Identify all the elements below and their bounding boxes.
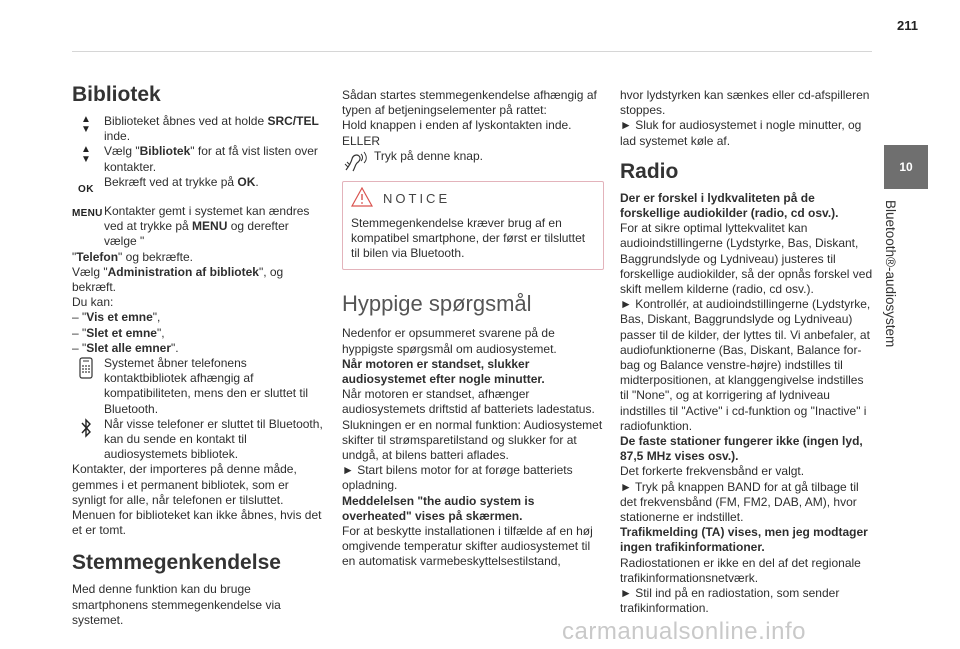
bibliotek-step-2: ▲ ▼ Vælg "Bibliotek" for at få vist listen over kontakter. xyxy=(72,144,324,174)
stemme-p4: ELLER xyxy=(342,133,381,148)
voice-command-icon xyxy=(342,150,370,177)
heading-stemmegenkendelse: Stemmegenkendelse xyxy=(72,551,281,575)
radio-answer: Det forkerte frekvensbånd er valgt. xyxy=(620,464,805,479)
stemme-p3: Hold knappen i enden af lyskontakten inde. xyxy=(342,118,572,133)
notice-box xyxy=(342,181,604,271)
radio-answer: Radiostationen er ikke en del af det regionale trafikinformationsnetværk. xyxy=(620,555,861,585)
faq-answer: Når motoren er standset, afhænger audiosystemets driftstid af batteriets ladestatus. Slukningen er en normal funktion: Audiosystemet skifter til strømsparetilstand og slukker for at undgå, at bilens batteri aflades. xyxy=(342,387,603,463)
radio-question: Trafikmelding (TA) vises, men jeg modtager ingen trafikinformationer. xyxy=(620,525,868,555)
bibliotek-p7: Systemet åbner telefonens kontaktbibliotek afhængig af kompatibiliteten, mens den er sluttet til Bluetooth. xyxy=(72,356,324,417)
ok-button-icon: OK xyxy=(78,183,94,195)
bibliotek-step-1: ▲ ▼ Biblioteket åbnes ved at holde SRC/TEL inde. xyxy=(72,114,324,144)
page-number: 211 xyxy=(897,18,918,33)
up-down-arrow-icon: ▲ ▼ xyxy=(81,114,91,135)
chapter-tab: 10 xyxy=(884,145,928,189)
radio-question: Der er forskel i lydkvaliteten på de forskellige audiokilder (radio, cd osv.). xyxy=(620,190,839,221)
menu-button-icon: MENU xyxy=(72,208,103,220)
up-down-arrow-icon: ▲ ▼ xyxy=(81,144,91,166)
radio-answer: For at sikre optimal lyttekvalitet kan audioindstillingerne (Lydstyrke, Bas, Diskant, Baggrundslyde og Lydniveau) justeres til forskellige audiokilder, så der opnås forskel ved skift mellem kilderne (radio, cd osv.). xyxy=(620,221,873,297)
faq-answer-cont: hvor lydstyrken kan sænkes eller cd-afspilleren stoppes. xyxy=(620,88,870,118)
column-3 xyxy=(620,88,875,617)
radio-action: ► Kontrollér, at audioindstillingerne (Lydstyrke, Bas, Diskant, Baggrundslyde og Lydniveau) passer til de kilder, der lyttes til. Vi anbefaler, at audiofunktionerne (Bas, Diskant, Balance for-bag og Balance venstre-højre) indstilles til midterpositionen, at klanggengivelse indstilles til "None", og at korrigering af lydniveau indstilles til "Active" i cd-funktion og "Inactive" i radiofunktion. xyxy=(620,297,871,433)
phone-icon xyxy=(72,357,100,382)
list-item: – "Slet et emne", xyxy=(72,325,165,340)
bibliotek-step-3: OK Bekræft ved at trykke på OK. xyxy=(72,175,324,190)
stemme-p5: Tryk på denne knap. xyxy=(342,149,604,175)
faq-action: ► Sluk for audiosystemet i nogle minutter, og lad systemet køle af. xyxy=(620,118,862,148)
faq-action: ► Start bilens motor for at forøge batteriets opladning. xyxy=(342,463,573,493)
watermark: carmanualsonline.info xyxy=(562,618,806,645)
faq-answer: For at beskytte installationen i tilfælde af en høj omgivende temperatur skifter audiosystemet til en automatisk varmebeskyttelsestilstand, xyxy=(342,524,593,569)
chapter-title: Bluetooth®-audiosystem xyxy=(883,200,898,348)
bibliotek-p5: Vælg "Administration af bibliotek", og bekræft. xyxy=(72,264,284,295)
bibliotek-p4-end: "Telefon" og bekræfte. xyxy=(72,249,194,264)
bibliotek-p10: Menuen for biblioteket kan ikke åbnes, hvis det et er tomt. xyxy=(72,508,322,538)
column-2 xyxy=(342,88,604,570)
faq-question: Meddelelsen "the audio system is overheated" vises på skærmen. xyxy=(342,493,535,523)
bibliotek-p9: Kontakter, der importeres på denne måde, gemmes i et permanent bibliotek, som er synligt for alle, når telefonen er tilsluttet. xyxy=(72,462,297,507)
faq-intro: Nedenfor er opsummeret svarene på de hyppigste spørgsmål om audiosystemet. xyxy=(342,326,557,356)
bibliotek-step-4: MENU Kontakter gemt i systemet kan ændres ved at trykke på MENU og derefter vælge " xyxy=(72,204,310,249)
top-rule xyxy=(72,51,872,52)
bluetooth-icon xyxy=(72,418,100,441)
radio-action: ► Tryk på knappen BAND for at gå tilbage til det frekvensbånd (FM, FM2, DAB, AM), hvor stationerne er indstillet. xyxy=(620,479,859,525)
heading-bibliotek: Bibliotek xyxy=(72,83,161,106)
radio-action: ► Stil ind på en radiostation, som sender trafikinformation. xyxy=(620,586,840,616)
warning-triangle-icon xyxy=(351,187,373,211)
stemme-p2: Sådan startes stemmegenkendelse afhængig af typen af betjeningselementer på rattet: xyxy=(342,88,597,118)
stemme-p1: Med denne funktion kan du bruge smartphonens stemmegenkendelse via systemet. xyxy=(72,582,281,627)
notice-title: NOTICE xyxy=(383,191,451,207)
bibliotek-p6: Du kan: xyxy=(72,295,114,310)
faq-question: Når motoren er standset, slukker audiosystemet efter nogle minutter. xyxy=(342,356,545,387)
list-item: – "Slet alle emner". xyxy=(72,340,179,355)
notice-text: Stemmegenkendelse kræver brug af en kompatibel smartphone, der først er tilsluttet til bilen via Bluetooth. xyxy=(351,215,586,261)
bibliotek-p8: Når visse telefoner er sluttet til Bluetooth, kan du sende en kontakt til audiosystemets bibliotek. xyxy=(72,417,324,463)
heading-radio: Radio xyxy=(620,159,679,183)
radio-question: De faste stationer fungerer ikke (ingen lyd, 87,5 MHz vises osv.). xyxy=(620,434,863,464)
column-1 xyxy=(72,82,324,628)
list-item: – "Vis et emne", xyxy=(72,310,161,325)
heading-hyppige-sporgsmal: Hyppige spørgsmål xyxy=(342,291,532,317)
